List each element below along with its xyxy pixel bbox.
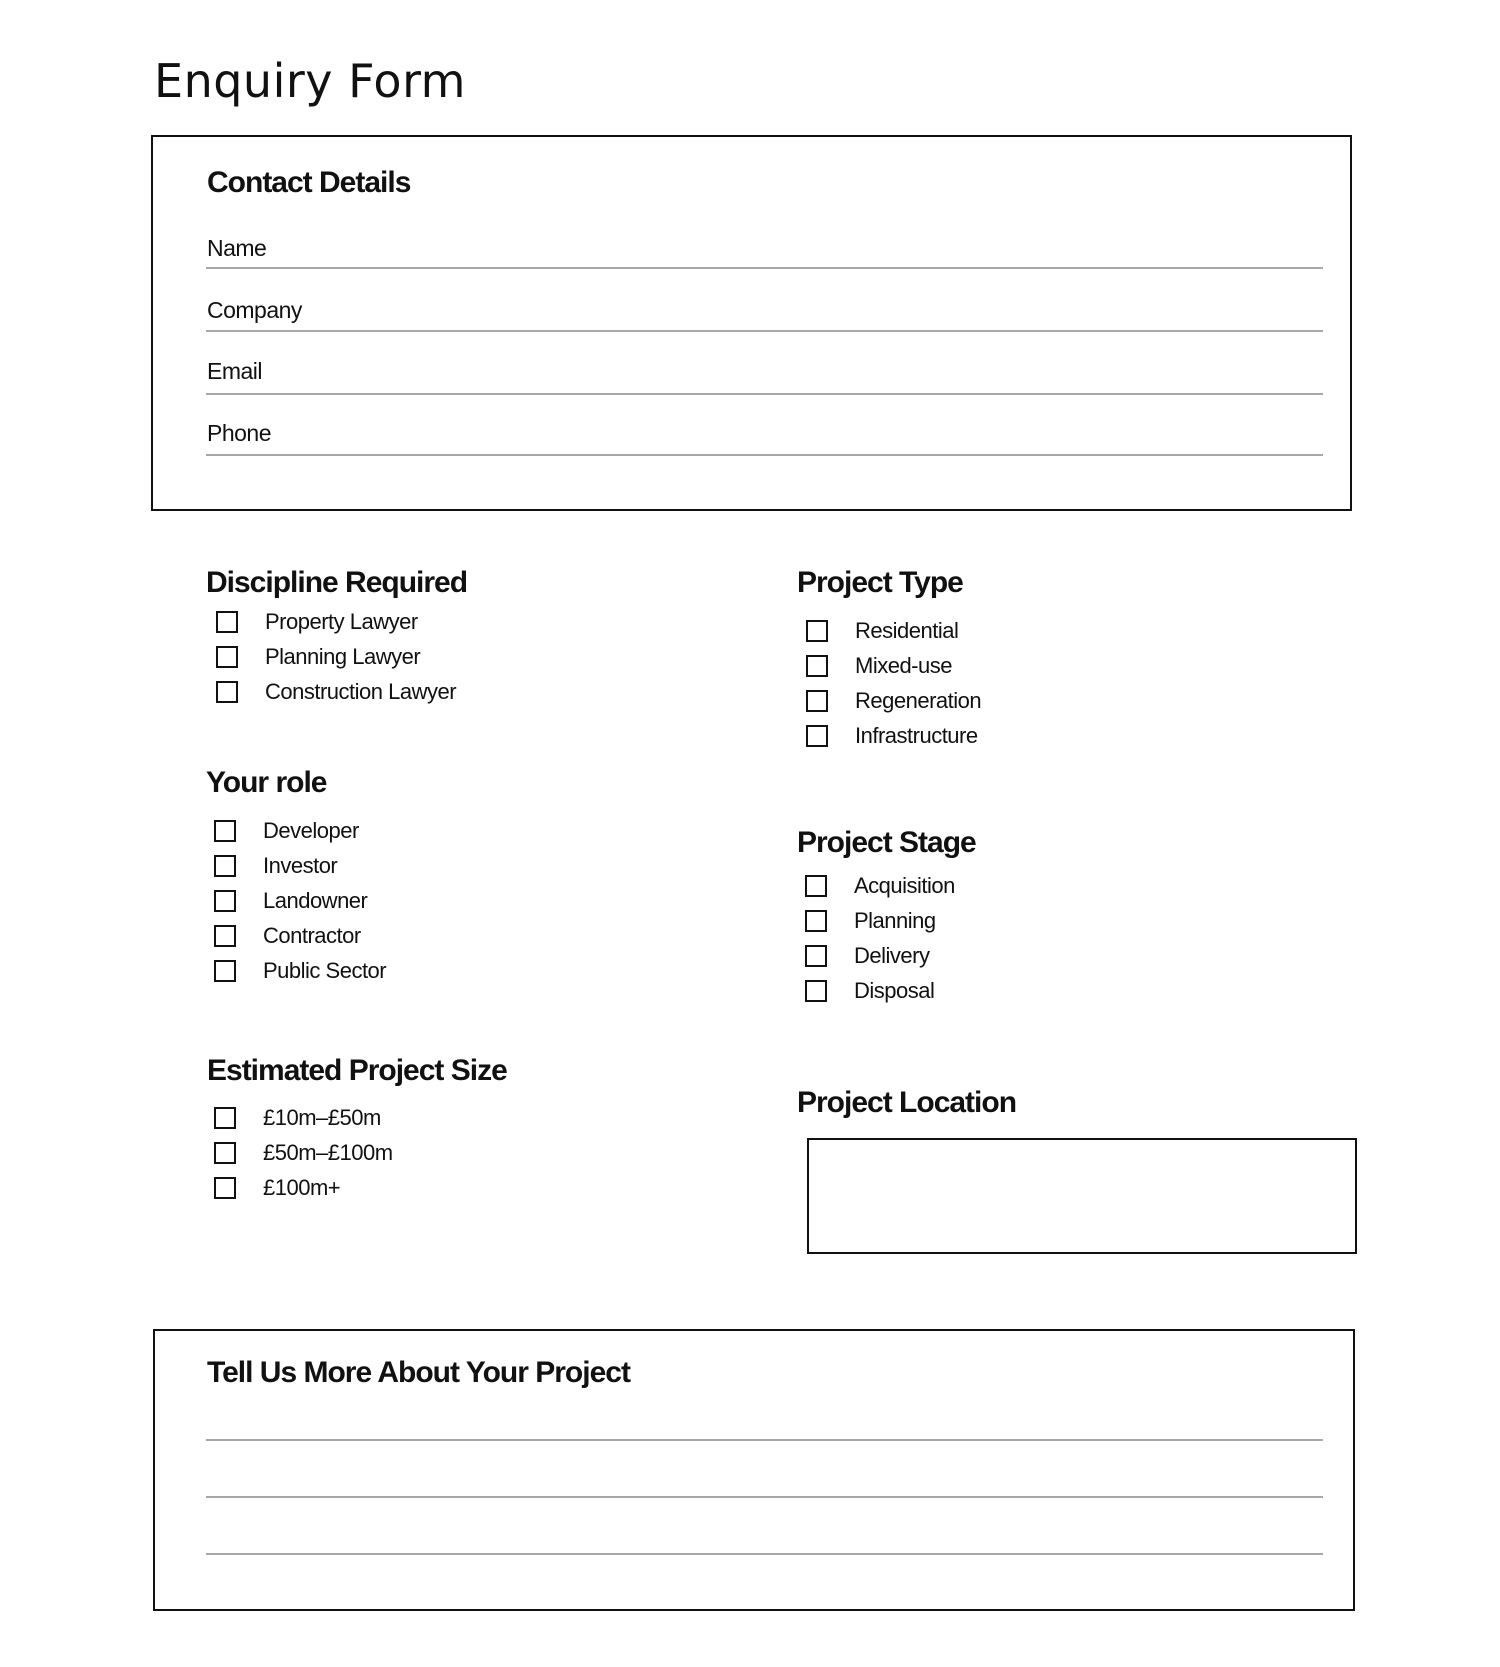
phone-input[interactable]: [300, 415, 1324, 451]
checkbox[interactable]: [214, 1177, 236, 1199]
notes-line[interactable]: [206, 1553, 1323, 1555]
role-option[interactable]: Public Sector: [214, 953, 386, 988]
project-size-option[interactable]: £100m+: [214, 1170, 393, 1205]
project-location-heading: Project Location: [797, 1086, 1017, 1119]
project-type-option[interactable]: Regeneration: [806, 683, 981, 718]
email-label: Email: [207, 358, 263, 384]
role-option[interactable]: Landowner: [214, 883, 386, 918]
discipline-heading: Discipline Required: [206, 566, 468, 599]
email-underline: [206, 393, 1323, 395]
company-underline: [206, 330, 1323, 332]
checkbox[interactable]: [214, 1142, 236, 1164]
project-stage-option[interactable]: Acquisition: [805, 868, 955, 903]
checkbox[interactable]: [806, 620, 828, 642]
role-heading: Your role: [206, 766, 327, 799]
project-type-options: [806, 613, 981, 753]
name-label: Name: [207, 235, 267, 261]
checkbox[interactable]: [214, 820, 236, 842]
checkbox[interactable]: [806, 690, 828, 712]
role-option[interactable]: Developer: [214, 813, 386, 848]
name-input[interactable]: [300, 230, 1324, 266]
discipline-option[interactable]: Construction Lawyer: [216, 674, 456, 709]
checkbox[interactable]: [805, 910, 827, 932]
notes-line[interactable]: [206, 1439, 1323, 1441]
phone-underline: [206, 454, 1323, 456]
project-stage-option[interactable]: Disposal: [805, 973, 955, 1008]
notes-line[interactable]: [206, 1496, 1323, 1498]
project-size-heading: Estimated Project Size: [207, 1054, 507, 1087]
company-input[interactable]: [300, 292, 1324, 328]
checkbox[interactable]: [216, 681, 238, 703]
role-option[interactable]: Contractor: [214, 918, 386, 953]
checkbox[interactable]: [214, 925, 236, 947]
project-size-option[interactable]: £10m–£50m: [214, 1100, 393, 1135]
project-type-option[interactable]: Infrastructure: [806, 718, 981, 753]
discipline-option[interactable]: Property Lawyer: [216, 604, 456, 639]
tell-us-more-heading: Tell Us More About Your Project: [207, 1356, 630, 1389]
checkbox[interactable]: [216, 646, 238, 668]
project-stage-option[interactable]: Delivery: [805, 938, 955, 973]
role-options: [214, 813, 386, 988]
checkbox[interactable]: [806, 655, 828, 677]
project-type-heading: Project Type: [797, 566, 963, 599]
phone-label: Phone: [207, 420, 272, 446]
project-stage-option[interactable]: Planning: [805, 903, 955, 938]
checkbox[interactable]: [805, 980, 827, 1002]
checkbox[interactable]: [216, 611, 238, 633]
project-type-option[interactable]: Residential: [806, 613, 981, 648]
project-size-option[interactable]: £50m–£100m: [214, 1135, 393, 1170]
email-input[interactable]: [300, 353, 1324, 389]
checkbox[interactable]: [214, 855, 236, 877]
checkbox[interactable]: [214, 960, 236, 982]
checkbox[interactable]: [214, 1107, 236, 1129]
checkbox[interactable]: [214, 890, 236, 912]
page-title: Enquiry Form: [154, 54, 466, 108]
project-stage-options: [805, 868, 955, 1008]
project-stage-heading: Project Stage: [797, 826, 976, 859]
checkbox[interactable]: [805, 875, 827, 897]
discipline-option[interactable]: Planning Lawyer: [216, 639, 456, 674]
project-type-option[interactable]: Mixed-use: [806, 648, 981, 683]
name-underline: [206, 267, 1323, 269]
project-location-input[interactable]: [807, 1138, 1357, 1254]
project-size-options: [214, 1100, 393, 1205]
checkbox[interactable]: [806, 725, 828, 747]
role-option[interactable]: Investor: [214, 848, 386, 883]
contact-details-heading: Contact Details: [207, 166, 411, 199]
discipline-options: [216, 604, 456, 709]
checkbox[interactable]: [805, 945, 827, 967]
company-label: Company: [207, 297, 302, 323]
